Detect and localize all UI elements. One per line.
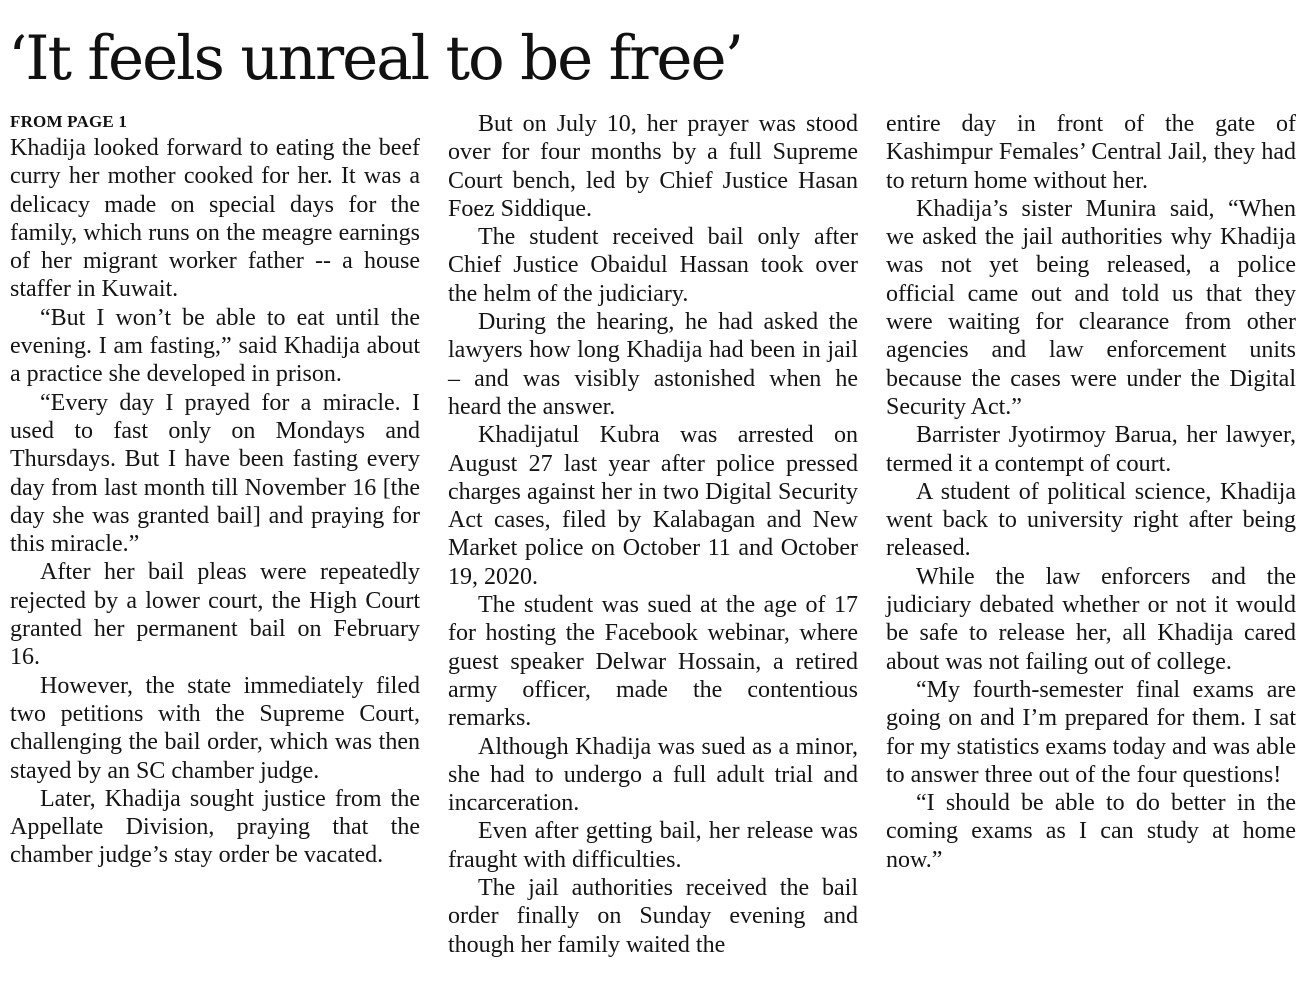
paragraph: While the law enforcers and the judiciary debated whether or not it would be safe to release her, all Khadija cared about was not failing out of college.	[886, 563, 1296, 675]
paragraph: “I should be able to do better in the coming exams as I can study at home now.”	[886, 790, 1296, 873]
paragraph: The student was sued at the age of 17 for hosting the Facebook webinar, where guest speaker Delwar Hossain, a retired army officer, made the contentious remarks.	[448, 592, 858, 732]
paragraph: Khadijatul Kubra was arrested on August 27 last year after police pressed charges against her in two Digital Security Act cases, filed by Kalabagan and New Market police on October 11 and October 19, 2020.	[448, 422, 858, 590]
paragraph: “Every day I prayed for a miracle. I used to fast only on Mondays and Thursdays. But I have been fasting every day from last month till November 16 [the day she was granted bail] and praying for this miracle.”	[10, 389, 420, 558]
article-column-1	[10, 110, 420, 870]
paragraph: “But I won’t be able to eat until the evening. I am fasting,” said Khadija about a practice she developed in prison.	[10, 304, 420, 388]
paragraph: entire day in front of the gate of Kashimpur Females’ Central Jail, they had to return home without her.	[886, 111, 1296, 194]
article-column-2	[448, 110, 858, 959]
paragraph: During the hearing, he had asked the lawyers how long Khadija had been in jail – and was visibly astonished when he heard the answer.	[448, 309, 858, 420]
paragraph: Khadija looked forward to eating the beef curry her mother cooked for her. It was a delicacy made on special days for the family, which runs on the meagre earnings of her migrant worker father -- a house staffer in Kuwait.	[10, 135, 420, 303]
paragraph: But on July 10, her prayer was stood over for four months by a full Supreme Court bench, led by Chief Justice Hasan Foez Siddique.	[448, 111, 858, 222]
paragraph: Later, Khadija sought justice from the Appellate Division, praying that the chamber judge’s stay order be vacated.	[10, 785, 420, 869]
paragraph: Although Khadija was sued as a minor, she had to undergo a full adult trial and incarceration.	[448, 733, 858, 817]
paragraph: Barrister Jyotirmoy Barua, her lawyer, termed it a contempt of court.	[886, 422, 1296, 477]
paragraph: However, the state immediately filed two petitions with the Supreme Court, challenging the bail order, which was then stayed by an SC chamber judge.	[10, 672, 420, 784]
paragraph: After her bail pleas were repeatedly rejected by a lower court, the High Court granted her permanent bail on February 16.	[10, 559, 420, 671]
paragraph: The student received bail only after Chief Justice Obaidul Hassan took over the helm of the judiciary.	[448, 224, 858, 307]
article-column-3	[886, 110, 1296, 874]
paragraph: “My fourth-semester final exams are going on and I’m prepared for them. I sat for my statistics exams today and was able to answer three out of the four questions!	[886, 676, 1296, 788]
paragraph: Khadija’s sister Munira said, “When we asked the jail authorities why Khadija was not yet being released, a police official came out and told us that they were waiting for clearance from other agencies and law enforcement units because the cases were under the Digital Security Act.”	[886, 195, 1296, 420]
paragraph: The jail authorities received the bail order finally on Sunday evening and though her family waited the	[448, 875, 858, 958]
headline: ‘It feels unreal to be free’	[8, 23, 742, 94]
paragraph: A student of political science, Khadija went back to university right after being released.	[886, 478, 1296, 562]
jump-label: FROM PAGE 1	[10, 112, 128, 131]
paragraph: Even after getting bail, her release was fraught with difficulties.	[448, 818, 858, 873]
